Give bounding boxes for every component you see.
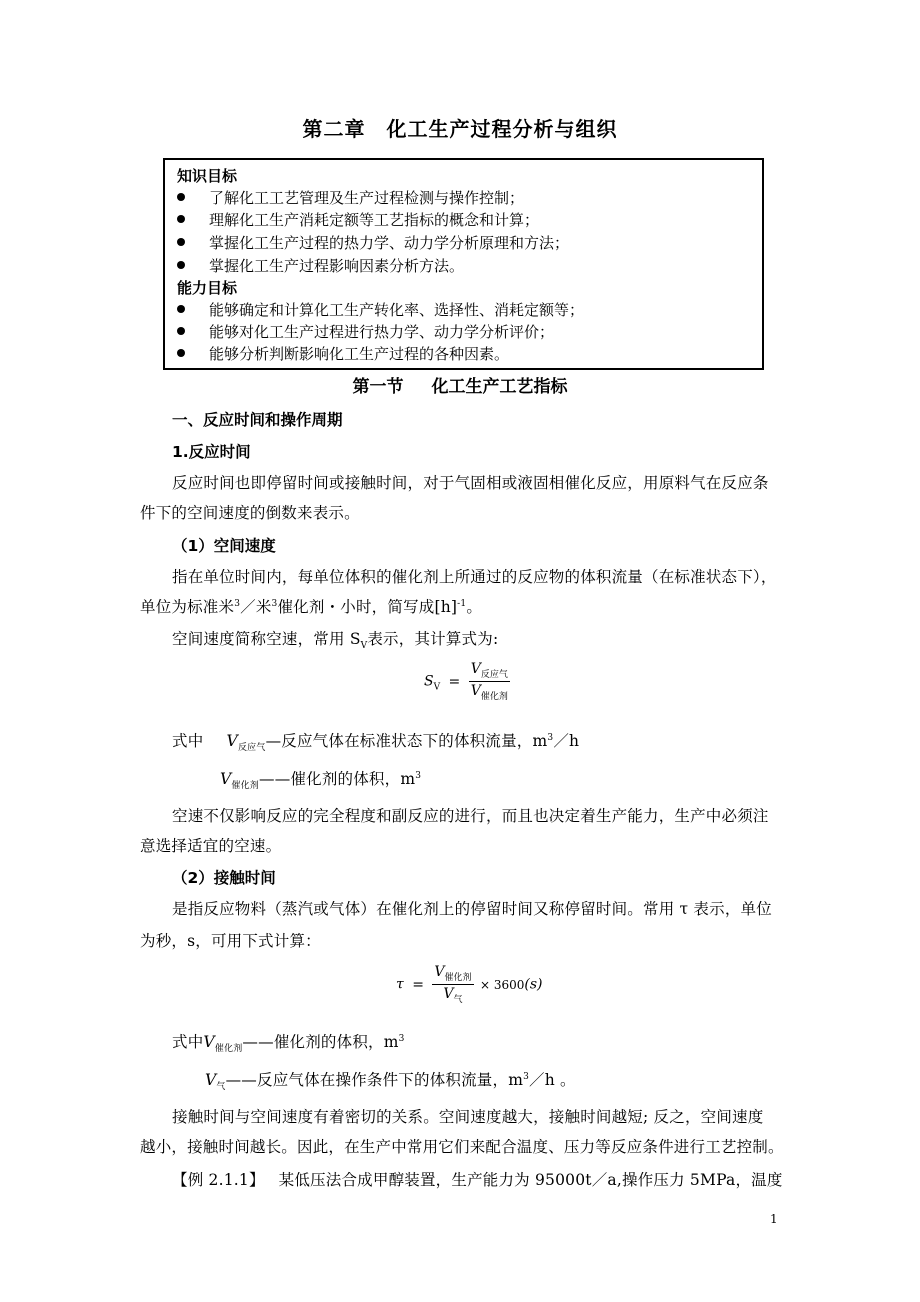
knowledge-item: 掌握化工生产过程的热力学、动力学分析原理和方法；	[177, 232, 569, 253]
heading-reaction-time-cycle: 一、反应时间和操作周期	[172, 411, 343, 429]
fraction: $\frac{V_{催化剂}}{V_气}$	[434, 964, 472, 1005]
ability-item: 能够分析判断影响化工生产过程的各种因素。	[177, 343, 509, 364]
bullet-icon	[177, 238, 185, 246]
paragraph-line: 接触时间与空间速度有着密切的关系。空间速度越大，接触时间越短; 反之，空间速度	[172, 1108, 764, 1126]
bullet-icon	[177, 305, 185, 313]
paragraph-line: 为秒，s，可用下式计算：	[140, 932, 321, 950]
page-number: 1	[770, 1212, 778, 1226]
fraction: $\frac{V_{反应气}}{V_{催化剂}}$	[470, 661, 508, 702]
bullet-icon	[177, 215, 185, 223]
knowledge-item: 掌握化工生产过程影响因素分析方法。	[177, 255, 464, 276]
ability-heading: 能力目标	[177, 279, 238, 297]
formula-contact-time: τ = $\frac{V_{催化剂}}{V_气}$ × 3600(s)	[396, 964, 543, 1005]
subheading-contact-time: （2）接触时间	[172, 869, 276, 887]
paragraph-line: 空速不仅影响反应的完全程度和副反应的进行，而且也决定着生产能力，生产中必须注	[172, 807, 769, 825]
paragraph-line: 是指反应物料（蒸汽或气体）在催化剂上的停留时间又称停留时间。常用 τ 表示，单位	[172, 900, 772, 918]
formula-space-velocity: $S_V$ = $\frac{V_{反应气}}{V_{催化剂}}$	[424, 661, 508, 702]
paragraph-line: 越小，接触时间越长。因此，在生产中常用它们来配合温度、压力等反应条件进行工艺控制。	[140, 1138, 784, 1156]
example-text: 某低压法合成甲醇装置，生产能力为 95000t／a,操作压力 5MPa，温度	[278, 1171, 783, 1189]
example-label: 【例 2.1.1】	[172, 1171, 265, 1189]
formula-explanation: $V_{催化剂}——$催化剂的体积，$m^3$	[220, 770, 422, 791]
ability-item: 能够确定和计算化工生产转化率、选择性、消耗定额等；	[177, 299, 584, 320]
bullet-icon	[177, 349, 185, 357]
formula-explanation: 式中$V_{催化剂}——$催化剂的体积，$m^3$	[172, 1033, 405, 1054]
formula-explanation: $V_气——$反应气体在操作条件下的体积流量，$m^3/h$ 。	[205, 1071, 576, 1092]
subheading-space-velocity: （1）空间速度	[172, 537, 276, 555]
heading-reaction-time: 1.反应时间	[172, 443, 251, 461]
bullet-icon	[177, 261, 185, 269]
paragraph-line: 反应时间也即停留时间或接触时间，对于气固相或液固相催化反应，用原料气在反应条	[172, 474, 769, 492]
chapter-title: 第二章 化工生产过程分析与组织	[302, 117, 618, 141]
knowledge-heading: 知识目标	[177, 167, 238, 185]
paragraph-line: 单位为标准米$^3$／米$^3$催化剂・小时，简写成$[h]^{-1}$。	[140, 598, 483, 616]
paragraph-line: 意选择适宜的空速。	[140, 837, 282, 855]
objectives-box	[163, 158, 764, 370]
bullet-icon	[177, 193, 185, 201]
example-line	[172, 1168, 783, 1190]
section-title: 第一节 化工生产工艺指标	[352, 377, 568, 397]
bullet-icon	[177, 327, 185, 335]
paragraph-line: 件下的空间速度的倒数来表示。	[140, 504, 360, 522]
formula-explanation: 式中 $V_{反应气}—$反应气体在标准状态下的体积流量，$m^3/h$	[172, 732, 580, 753]
paragraph-line: 指在单位时间内，每单位体积的催化剂上所通过的反应物的体积流量（在标准状态下），	[172, 568, 777, 586]
paragraph-line: 空间速度简称空速，常用 $S_V$表示，其计算式为:	[172, 630, 499, 651]
ability-item: 能够对化工生产过程进行热力学、动力学分析评价；	[177, 321, 554, 342]
knowledge-item: 理解化工生产消耗定额等工艺指标的概念和计算；	[177, 209, 539, 230]
knowledge-item: 了解化工工艺管理及生产过程检测与操作控制；	[177, 187, 524, 208]
